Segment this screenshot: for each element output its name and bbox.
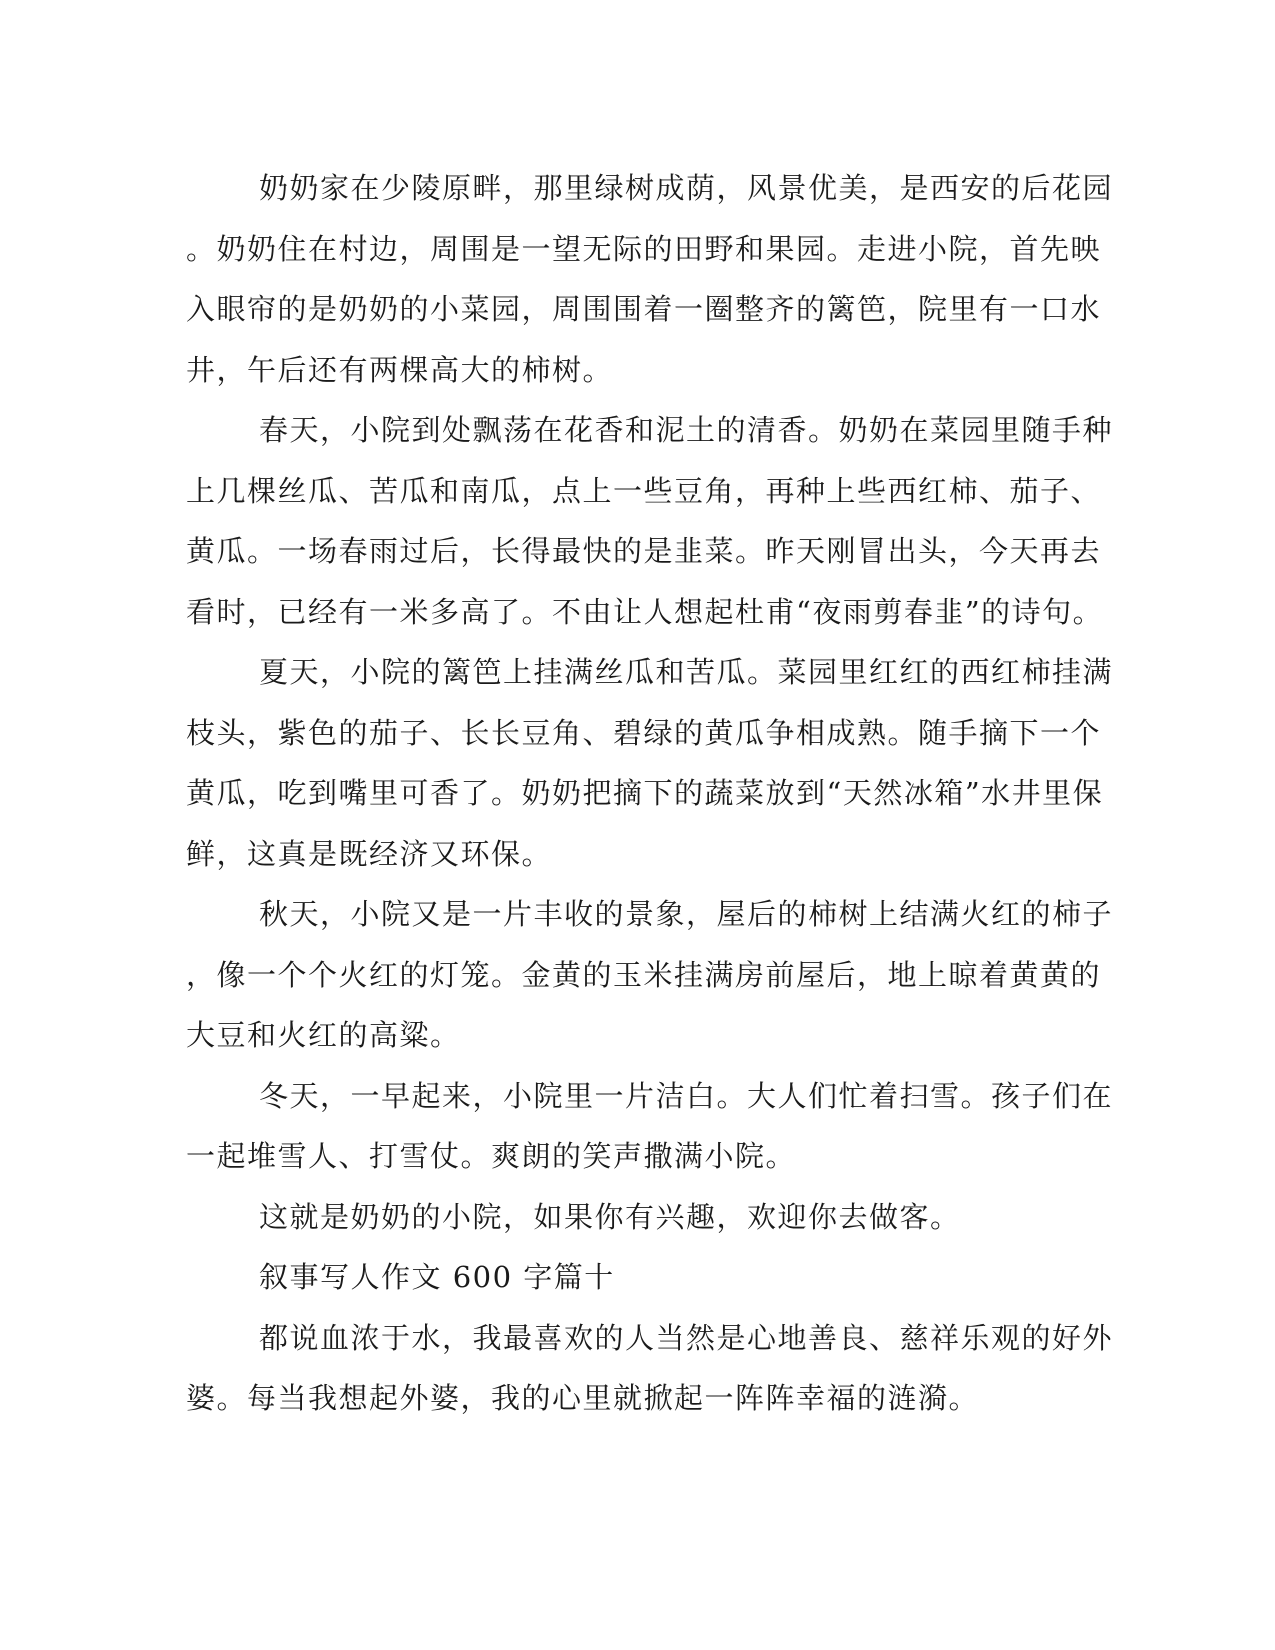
- text-line: ，像一个个火红的灯笼。金黄的玉米挂满房前屋后，地上晾着黄黄的: [186, 957, 1102, 992]
- text-line: 入眼帘的是奶奶的小菜园，周围围着一圈整齐的篱笆，院里有一口水: [186, 292, 1102, 326]
- text-line: 婆。每当我想起外婆，我的心里就掀起一阵阵幸福的涟漪。: [186, 1381, 980, 1415]
- text-line: 黄瓜，吃到嘴里可香了。奶奶把摘下的蔬菜放到“天然冰箱”水井里保: [186, 776, 1104, 810]
- text-line: 井，午后还有两棵高大的柿树。: [186, 352, 614, 387]
- text-line: 大豆和火红的高粱。: [186, 1018, 461, 1052]
- text-line: 秋天，小院又是一片丰收的景象，屋后的柿树上结满火红的柿子: [259, 897, 1114, 931]
- text-line: 。奶奶住在村边，周围是一望无际的田野和果园。走进小院，首先映: [186, 231, 1102, 266]
- text-line: 都说血浓于水，我最喜欢的人当然是心地善良、慈祥乐观的好外: [259, 1320, 1114, 1355]
- text-line: 奶奶家在少陵原畔，那里绿树成荫，风景优美，是西安的后花园: [259, 171, 1114, 205]
- document-body: [186, 158, 1114, 1429]
- text-line: 这就是奶奶的小院，如果你有兴趣，欢迎你去做客。: [259, 1199, 961, 1234]
- text-line: 上几棵丝瓜、苦瓜和南瓜，点上一些豆角，再种上些西红柿、茄子、: [186, 473, 1102, 508]
- text-line: 夏天，小院的篱笆上挂满丝瓜和苦瓜。菜园里红红的西红柿挂满: [259, 655, 1114, 689]
- text-line: 鲜，这真是既经济又环保。: [186, 836, 553, 871]
- text-line: 一起堆雪人、打雪仗。爽朗的笑声撒满小院。: [186, 1139, 797, 1173]
- text-line: 冬天，一早起来，小院里一片洁白。大人们忙着扫雪。孩子们在: [259, 1078, 1114, 1113]
- text-line: 黄瓜。一场春雨过后，长得最快的是韭菜。昨天刚冒出头，今天再去: [186, 534, 1102, 568]
- text-line: 枝头，紫色的茄子、长长豆角、碧绿的黄瓜争相成熟。随手摘下一个: [186, 715, 1102, 750]
- section-heading: 叙事写人作文 600 字篇十: [259, 1260, 615, 1294]
- text-line: 看时，已经有一米多高了。不由让人想起杜甫“夜雨剪春韭”的诗句。: [186, 594, 1104, 629]
- text-line: 春天，小院到处飘荡在花香和泥土的清香。奶奶在菜园里随手种: [259, 413, 1114, 447]
